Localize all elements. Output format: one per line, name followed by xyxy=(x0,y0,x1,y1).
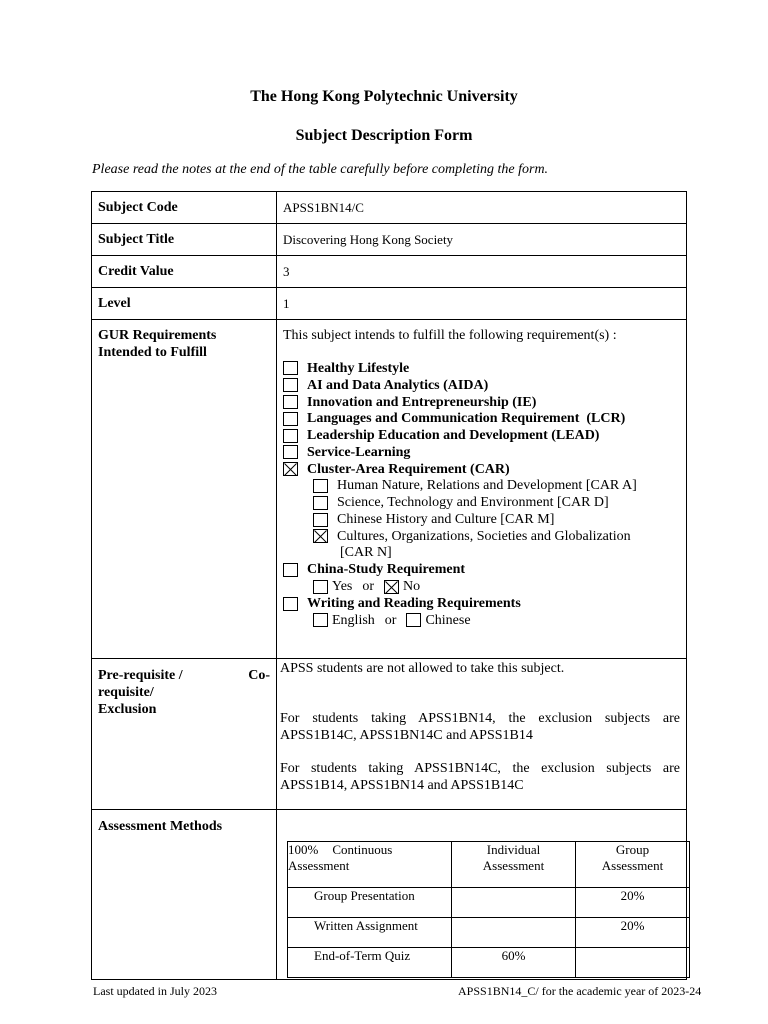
req-label: Languages and Communication Requirement (LCR) xyxy=(307,411,626,427)
credit-value-value: 3 xyxy=(277,256,687,288)
req-label: Cluster-Area Requirement (CAR) xyxy=(307,461,510,477)
prereq-label-b: Co- xyxy=(248,668,270,683)
instruction-note: Please read the notes at the end of the table carefully before completing the form. xyxy=(92,162,549,177)
assessment-group: 20% xyxy=(576,888,690,918)
assessment-name: Written Assignment xyxy=(288,918,452,948)
req-lcr xyxy=(283,410,680,427)
header-line1 xyxy=(288,842,451,858)
row-gur xyxy=(92,320,687,659)
or-text: or xyxy=(384,612,397,628)
car-a xyxy=(283,478,680,495)
checked-checkbox-icon[interactable] xyxy=(283,462,298,476)
checkbox-icon[interactable] xyxy=(313,513,328,527)
assessment-header-method xyxy=(288,842,452,888)
checkbox-icon[interactable] xyxy=(283,563,298,577)
option-label: No xyxy=(403,579,421,595)
req-label: AI and Data Analytics (AIDA) xyxy=(307,377,489,393)
req-label: Innovation and Entrepreneurship (IE) xyxy=(307,394,537,410)
req-label: Writing and Reading Requirements xyxy=(307,596,521,612)
row-subject-code xyxy=(92,192,687,224)
req-label: China-Study Requirement xyxy=(307,562,466,578)
header-continuous: Continuous xyxy=(332,842,393,857)
subject-code-value: APSS1BN14/C xyxy=(277,192,687,224)
car-n-cont: [CAR N] xyxy=(340,544,392,560)
checked-checkbox-icon[interactable] xyxy=(384,580,399,594)
checkbox-icon[interactable] xyxy=(283,361,298,375)
row-prerequisite xyxy=(92,659,687,810)
car-label: Chinese History and Culture [CAR M] xyxy=(337,512,555,528)
checkbox-icon[interactable] xyxy=(283,395,298,409)
gur-label-line2: Intended to Fulfill xyxy=(98,345,207,360)
checkbox-icon[interactable] xyxy=(283,412,298,426)
university-title: The Hong Kong Polytechnic University xyxy=(250,88,518,105)
checked-checkbox-icon[interactable] xyxy=(313,529,328,543)
assessment-row xyxy=(288,948,690,978)
req-label: Leadership Education and Development (LEAD) xyxy=(307,428,600,444)
car-label: Science, Technology and Environment [CAR D] xyxy=(337,495,609,511)
subject-table xyxy=(91,191,687,980)
checkbox-icon[interactable] xyxy=(313,496,328,510)
writing-options xyxy=(283,612,680,629)
req-healthy-lifestyle xyxy=(283,360,680,377)
req-writing-reading xyxy=(283,595,680,612)
assessment-individual xyxy=(452,918,576,948)
assessment-row xyxy=(288,918,690,948)
req-car xyxy=(283,461,680,478)
gur-intro: This subject intends to fulfill the following requirement(s) : xyxy=(283,328,617,343)
car-label: Cultures, Organizations, Societies and Globalization xyxy=(337,528,631,544)
assessment-header-group: Group Assessment xyxy=(576,842,690,888)
subject-title-label: Subject Title xyxy=(92,224,277,256)
assessment-individual xyxy=(452,888,576,918)
row-credit-value xyxy=(92,256,687,288)
checkbox-icon[interactable] xyxy=(283,378,298,392)
req-lead xyxy=(283,427,680,444)
checkbox-icon[interactable] xyxy=(313,613,328,627)
prereq-para2: For students taking APSS1BN14, the exclusion subjects are APSS1B14C, APSS1BN14C and APSS1B14 xyxy=(280,711,680,743)
req-aida xyxy=(283,377,680,394)
assessment-group: 20% xyxy=(576,918,690,948)
req-label: Healthy Lifestyle xyxy=(307,360,410,376)
option-label: Yes xyxy=(332,579,353,595)
car-label: Human Nature, Relations and Development [CAR A] xyxy=(337,478,637,494)
or-text: or xyxy=(362,579,375,595)
gur-label xyxy=(92,320,277,659)
subject-code-label: Subject Code xyxy=(92,192,277,224)
prereq-para3: For students taking APSS1BN14C, the exclusion subjects are APSS1B14, APSS1BN14 and APSS1B14C xyxy=(280,761,680,793)
level-value: 1 xyxy=(277,288,687,320)
assessment-individual: 60% xyxy=(452,948,576,978)
china-study-options xyxy=(283,578,680,595)
checkbox-icon[interactable] xyxy=(283,429,298,443)
assessment-table xyxy=(287,841,690,978)
assessment-label: Assessment Methods xyxy=(92,810,277,980)
option-label: Chinese xyxy=(425,612,471,628)
assessment-name: Group Presentation xyxy=(288,888,452,918)
prereq-value xyxy=(277,659,687,810)
prereq-label-line3: Exclusion xyxy=(98,702,157,717)
checkbox-icon[interactable] xyxy=(283,597,298,611)
footer-last-updated: Last updated in July 2023 xyxy=(93,984,217,998)
option-yes xyxy=(313,578,352,595)
prereq-label xyxy=(92,659,277,810)
req-service-learning xyxy=(283,444,680,461)
checkbox-icon[interactable] xyxy=(406,613,421,627)
assessment-value xyxy=(277,810,687,980)
prereq-label-a: Pre-requisite / xyxy=(98,668,183,683)
assessment-name: End-of-Term Quiz xyxy=(288,948,452,978)
form-title: Subject Description Form xyxy=(295,127,473,144)
option-chinese xyxy=(406,612,470,629)
req-label: Service-Learning xyxy=(307,444,411,460)
car-n xyxy=(283,528,680,545)
gur-value xyxy=(277,320,687,659)
option-no xyxy=(384,578,420,595)
footer-subject-year: APSS1BN14_C/ for the academic year of 2023-24 xyxy=(458,984,702,998)
car-m xyxy=(283,511,680,528)
credit-value-label: Credit Value xyxy=(92,256,277,288)
row-subject-title xyxy=(92,224,687,256)
checkbox-icon[interactable] xyxy=(283,445,298,459)
gur-label-line1: GUR Requirements xyxy=(98,328,217,343)
option-label: English xyxy=(332,612,375,628)
assessment-group xyxy=(576,948,690,978)
row-assessment xyxy=(92,810,687,980)
req-china-study xyxy=(283,562,680,579)
req-ie xyxy=(283,394,680,411)
checkbox-icon[interactable] xyxy=(313,479,328,493)
header-percent: 100% xyxy=(288,842,319,857)
subject-title-value: Discovering Hong Kong Society xyxy=(277,224,687,256)
header-line2: Assessment xyxy=(288,858,350,873)
option-english xyxy=(313,612,375,629)
assessment-header-individual: Individual Assessment xyxy=(452,842,576,888)
level-label: Level xyxy=(92,288,277,320)
checkbox-icon[interactable] xyxy=(313,580,328,594)
assessment-row xyxy=(288,888,690,918)
prereq-line1: APSS students are not allowed to take this subject. xyxy=(280,661,565,676)
prereq-label-line1 xyxy=(98,667,270,684)
row-level xyxy=(92,288,687,320)
prereq-label-line2: requisite/ xyxy=(98,685,154,700)
car-d xyxy=(283,494,680,511)
assessment-header-row xyxy=(288,842,690,888)
